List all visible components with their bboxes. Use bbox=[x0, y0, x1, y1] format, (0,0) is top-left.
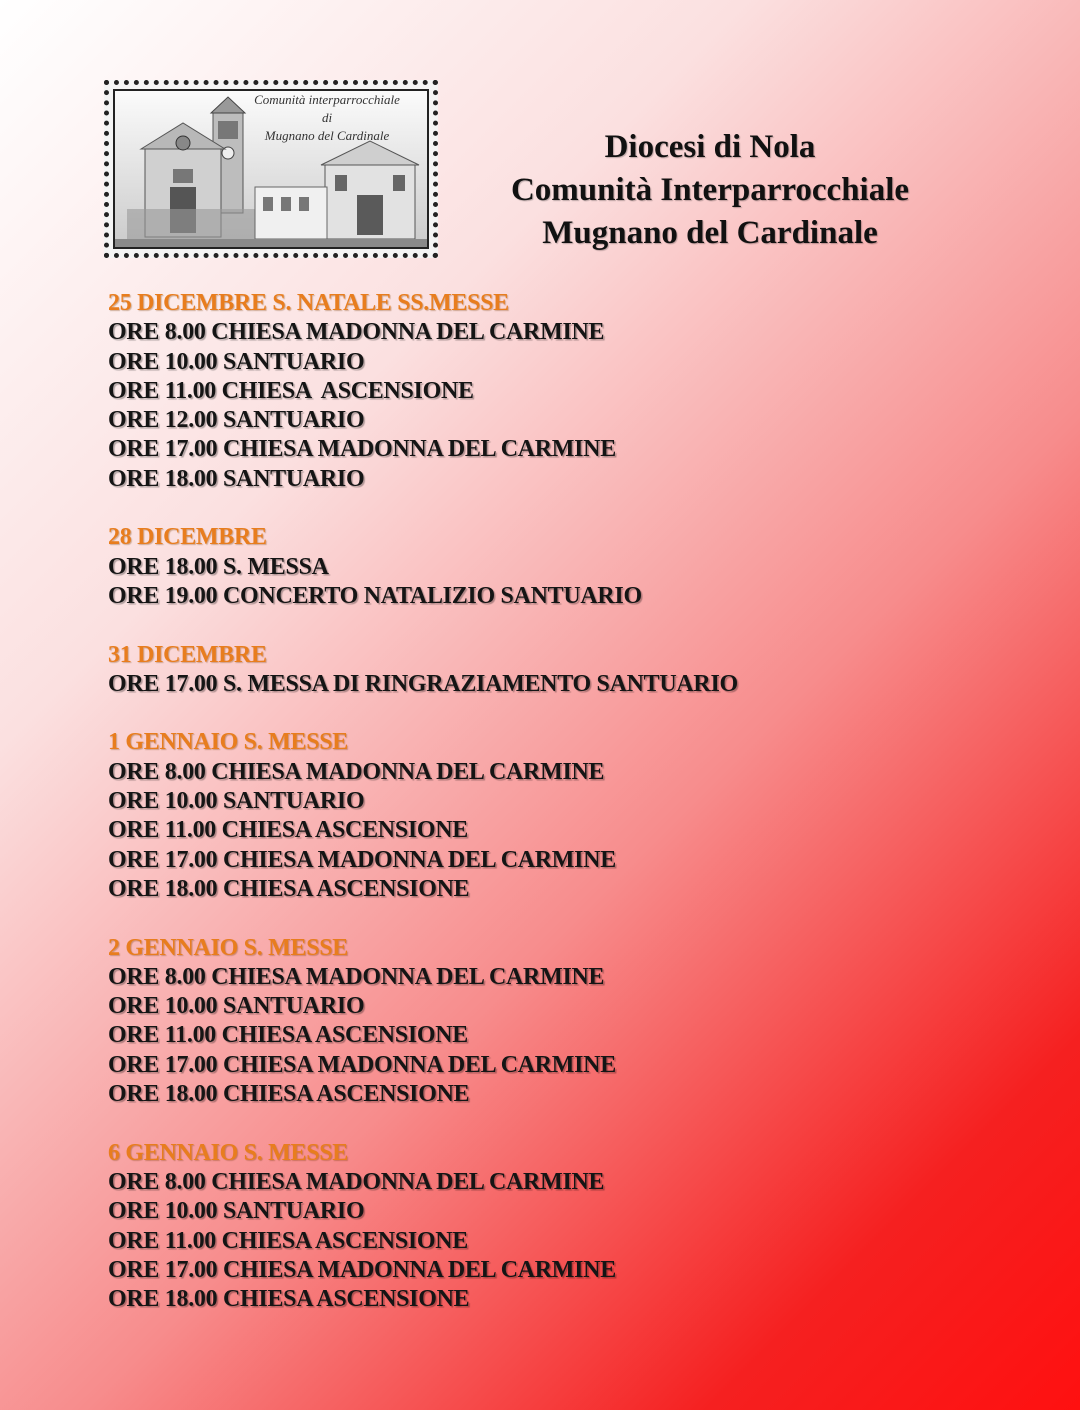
schedule-line: ORE 10.00 SANTUARIO bbox=[108, 348, 365, 375]
schedule-line: ORE 11.00 CHIESA ASCENSIONE bbox=[108, 817, 469, 844]
schedule-section-2-gennaio bbox=[108, 934, 1008, 1110]
schedule-line: ORE 18.00 CHIESA ASCENSIONE bbox=[108, 1081, 470, 1108]
schedule-line: ORE 8.00 CHIESA MADONNA DEL CARMINE bbox=[108, 1168, 605, 1195]
schedule-line: ORE 8.00 CHIESA MADONNA DEL CARMINE bbox=[108, 963, 605, 990]
schedule-line: ORE 11.00 CHIESA ASCENSIONE bbox=[108, 1022, 469, 1049]
schedule-line: ORE 8.00 CHIESA MADONNA DEL CARMINE bbox=[108, 319, 605, 346]
schedule-line: ORE 17.00 CHIESA MADONNA DEL CARMINE bbox=[108, 1256, 616, 1283]
logo-caption-line: Mugnano del Cardinale bbox=[264, 128, 390, 143]
section-title: 6 GENNAIO S. MESSE bbox=[108, 1139, 348, 1166]
schedule-line: ORE 11.00 CHIESA ASCENSIONE bbox=[108, 377, 474, 404]
section-title: 25 DICEMBRE S. NATALE SS.MESSE bbox=[108, 290, 509, 316]
parish-logo-stamp bbox=[104, 80, 438, 258]
schedule-line: ORE 18.00 CHIESA ASCENSIONE bbox=[108, 875, 470, 902]
schedule-line: ORE 10.00 SANTUARIO bbox=[108, 788, 365, 815]
schedule-line: ORE 17.00 CHIESA MADONNA DEL CARMINE bbox=[108, 1051, 616, 1078]
schedule-section-25-dicembre bbox=[108, 289, 1008, 494]
schedule-section-31-dicembre bbox=[108, 641, 1008, 700]
page-header bbox=[470, 126, 950, 255]
schedule-line: ORE 11.00 CHIESA ASCENSIONE bbox=[108, 1227, 469, 1254]
logo-caption bbox=[227, 91, 427, 145]
schedule-line: ORE 18.00 S. MESSA bbox=[108, 553, 329, 580]
community-title: Comunità Interparrocchiale bbox=[510, 172, 910, 208]
schedule-line: ORE 17.00 CHIESA MADONNA DEL CARMINE bbox=[108, 846, 616, 873]
section-title: 28 DICEMBRE bbox=[108, 524, 267, 551]
schedule-line: ORE 8.00 CHIESA MADONNA DEL CARMINE bbox=[108, 758, 605, 785]
schedule-section-6-gennaio bbox=[108, 1139, 1008, 1315]
schedule-line: ORE 19.00 CONCERTO NATALIZIO SANTUARIO bbox=[108, 582, 642, 609]
schedule-line: ORE 18.00 CHIESA ASCENSIONE bbox=[108, 1286, 470, 1313]
schedule-line: ORE 12.00 SANTUARIO bbox=[108, 407, 365, 434]
mass-schedule bbox=[108, 289, 1008, 1344]
diocese-title: Diocesi di Nola bbox=[604, 129, 816, 165]
town-title: Mugnano del Cardinale bbox=[542, 215, 878, 251]
logo-caption-line: Comunità interparrocchiale bbox=[254, 92, 400, 107]
schedule-line: ORE 18.00 SANTUARIO bbox=[108, 465, 365, 492]
schedule-line: ORE 10.00 SANTUARIO bbox=[108, 993, 365, 1020]
section-title: 2 GENNAIO S. MESSE bbox=[108, 934, 348, 961]
section-title: 1 GENNAIO S. MESSE bbox=[108, 729, 348, 756]
schedule-section-28-dicembre bbox=[108, 523, 1008, 611]
schedule-line: ORE 10.00 SANTUARIO bbox=[108, 1198, 365, 1225]
schedule-line: ORE 17.00 S. MESSA DI RINGRAZIAMENTO SANTUARIO bbox=[108, 670, 738, 697]
section-title: 31 DICEMBRE bbox=[108, 641, 267, 668]
schedule-section-1-gennaio bbox=[108, 728, 1008, 904]
logo-caption-line: di bbox=[321, 110, 333, 125]
schedule-line: ORE 17.00 CHIESA MADONNA DEL CARMINE bbox=[108, 436, 616, 463]
